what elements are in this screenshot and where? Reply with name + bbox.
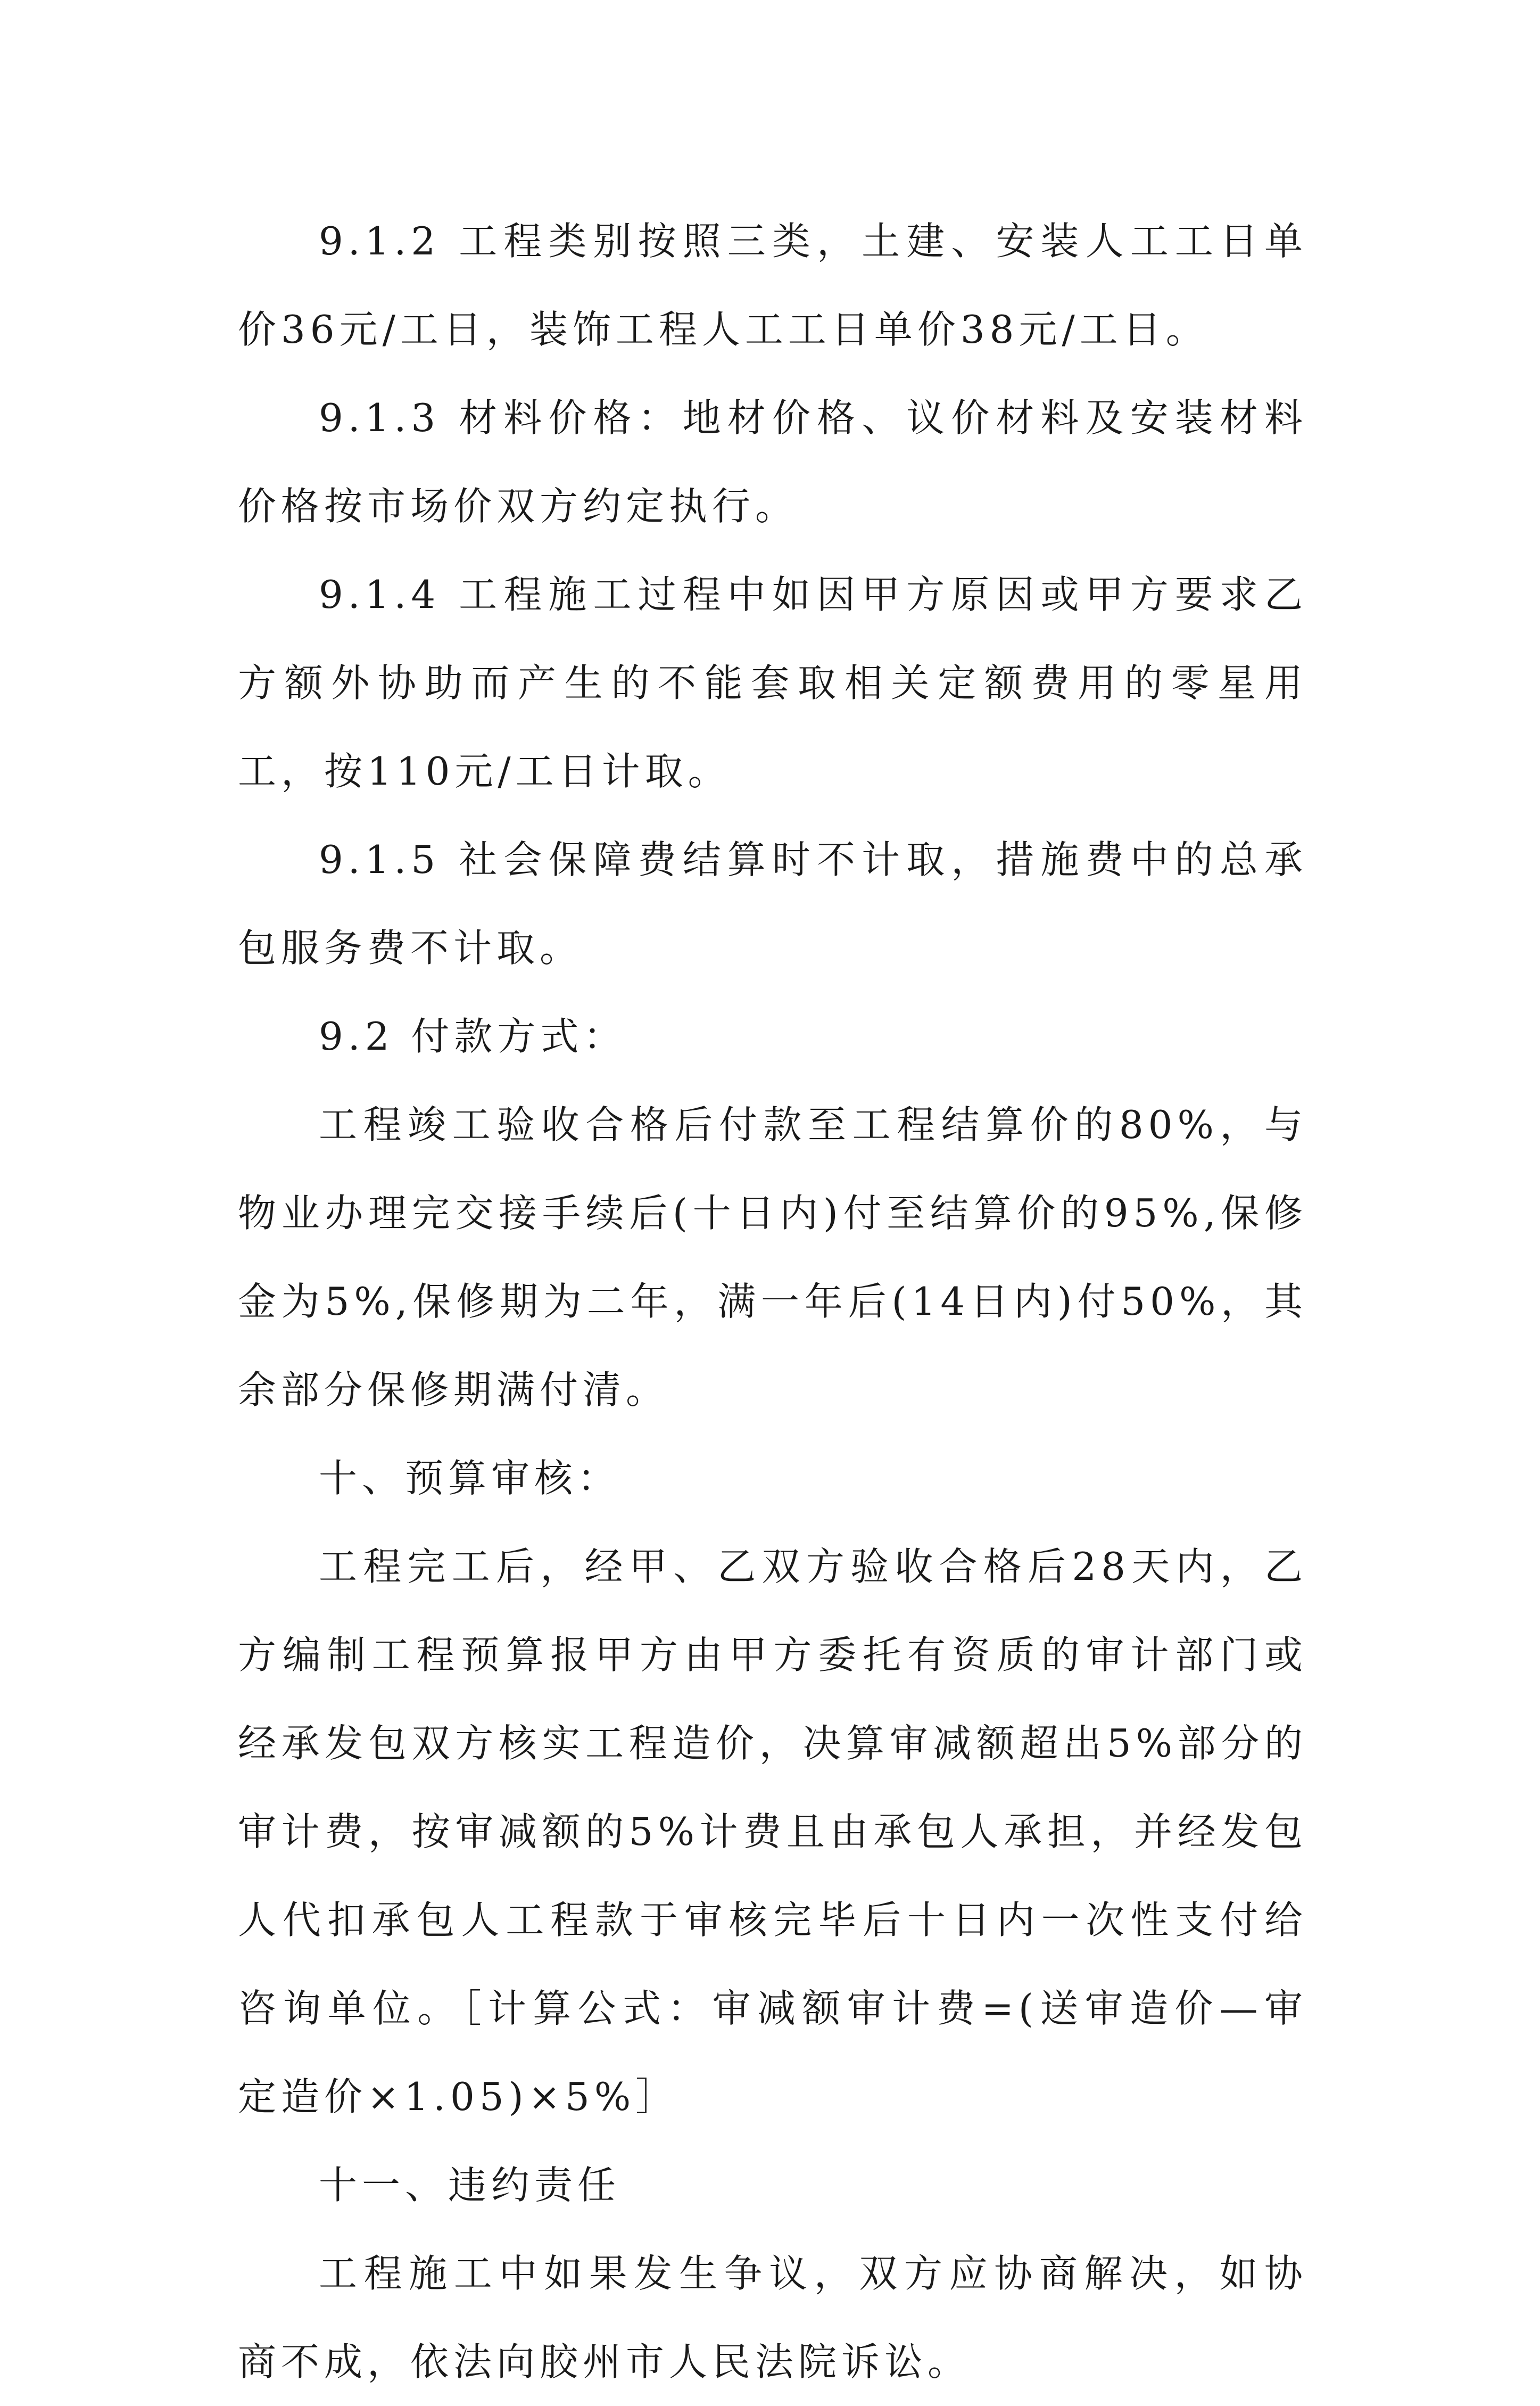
- document-body: [238, 197, 1307, 2406]
- payment-terms: 工程竣工验收合格后付款至工程结算价的80%，与物业办理完交接手续后(十日内)付至结算价的95%,保修金为5%,保修期为二年，满一年后(14日内)付50%，其余部分保修期满付清。: [238, 1102, 1307, 1412]
- liability-text: 工程施工中如果发生争议，双方应协商解决，如协商不成，依法向胶州市人民法院诉讼。: [238, 2251, 1307, 2384]
- clause-9-1-4: 9.1.4 工程施工过程中如因甲方原因或甲方要求乙方额外协助而产生的不能套取相关定额费用的零星用工，按110元/工日计取。: [238, 572, 1307, 794]
- clause-9-2-heading: 9.2 付款方式：: [319, 1014, 627, 1059]
- section-11-heading: 十一、违约责任: [319, 2163, 621, 2207]
- clause-9-1-5: 9.1.5 社会保障费结算时不计取，措施费中的总承包服务费不计取。: [238, 837, 1307, 970]
- clause-9-1-3: 9.1.3 材料价格：地材价格、议价材料及安装材料价格按市场价双方约定执行。: [238, 395, 1307, 529]
- section-10-heading: 十、预算审核：: [319, 1456, 621, 1501]
- clause-9-1-2: 9.1.2 工程类别按照三类，土建、安装人工工日单价36元/工日，装饰工程人工工日单价38元/工日。: [238, 219, 1307, 352]
- budget-review-text: 工程完工后，经甲、乙双方验收合格后28天内，乙方编制工程预算报甲方由甲方委托有资质的审计部门或经承发包双方核实工程造价，决算审减额超出5%部分的审计费，按审减额的5%计费且由承包人承担，并经发包人代扣承包人工程款于审核完毕后十日内一次性支付给咨询单位。［计算公式：审减额审计费=(送审造价—审定造价×1.05)×5%］: [238, 1544, 1307, 2119]
